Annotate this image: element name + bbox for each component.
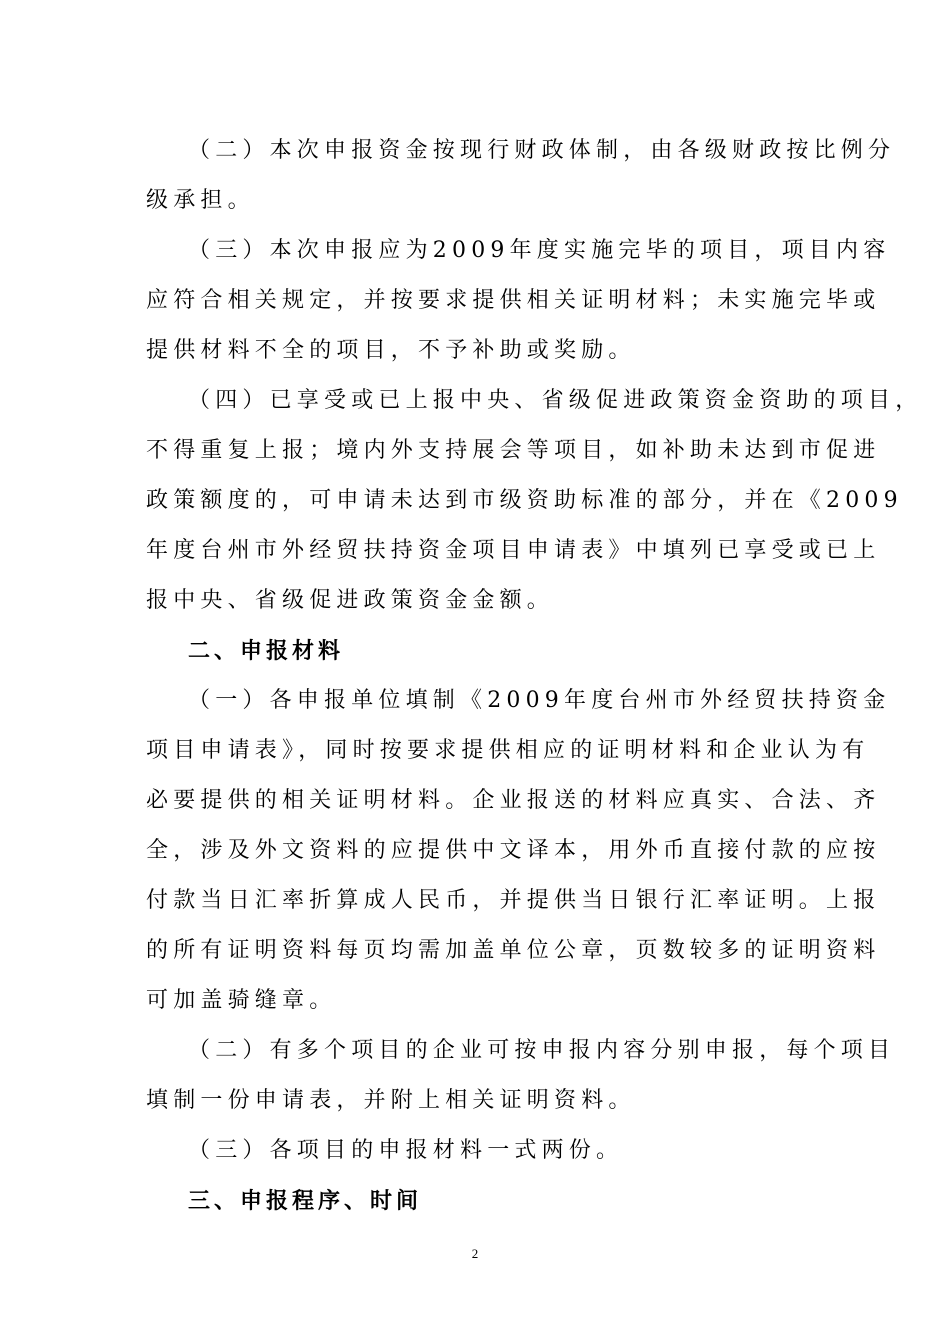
paragraph-line: 政策额度的，可申请未达到市级资助标准的部分，并在《2009 [146, 488, 903, 513]
page-number: 2 [471, 1246, 479, 1261]
paragraph-line: （二）本次申报资金按现行财政体制，由各级财政按比例分 [188, 138, 896, 163]
paragraph-line: 级承担。 [146, 188, 255, 213]
paragraph-line: 不得重复上报；境内外支持展会等项目，如补助未达到市促进 [146, 438, 881, 463]
paragraph-line: 报中央、省级促进政策资金金额。 [146, 588, 555, 613]
paragraph-line: 可加盖骑缝章。 [146, 988, 337, 1013]
paragraph-line: （三）本次申报应为2009年度实施完毕的项目，项目内容 [188, 238, 891, 263]
paragraph-line: 填制一份申请表，并附上相关证明资料。 [146, 1088, 636, 1113]
paragraph-line: 项目申请表》，同时按要求提供相应的证明材料和企业认为有 [146, 738, 870, 763]
paragraph-line: 的所有证明资料每页均需加盖单位公章，页数较多的证明资料 [146, 938, 881, 963]
section-heading: 二、申报材料 [188, 638, 345, 664]
paragraph-line: （二）有多个项目的企业可按申报内容分别申报，每个项目 [188, 1038, 896, 1063]
paragraph-line: 付款当日汇率折算成人民币，并提供当日银行汇率证明。上报 [146, 888, 881, 913]
paragraph-line: （四）已享受或已上报中央、省级促进政策资金资助的项目， [188, 388, 923, 413]
paragraph-line: 提供材料不全的项目，不予补助或奖励。 [146, 338, 636, 363]
paragraph-line: 应符合相关规定，并按要求提供相关证明材料；未实施完毕或 [146, 288, 881, 313]
paragraph-line: 全，涉及外文资料的应提供中文译本，用外币直接付款的应按 [146, 838, 881, 863]
paragraph-line: 年度台州市外经贸扶持资金项目申请表》中填列已享受或已上 [146, 538, 881, 563]
paragraph-line: 必要提供的相关证明材料。企业报送的材料应真实、合法、齐 [146, 788, 881, 813]
paragraph-line: （一）各申报单位填制《2009年度台州市外经贸扶持资金 [188, 688, 891, 713]
paragraph-line: （三）各项目的申报材料一式两份。 [188, 1138, 624, 1163]
section-heading: 三、申报程序、时间 [188, 1188, 423, 1214]
